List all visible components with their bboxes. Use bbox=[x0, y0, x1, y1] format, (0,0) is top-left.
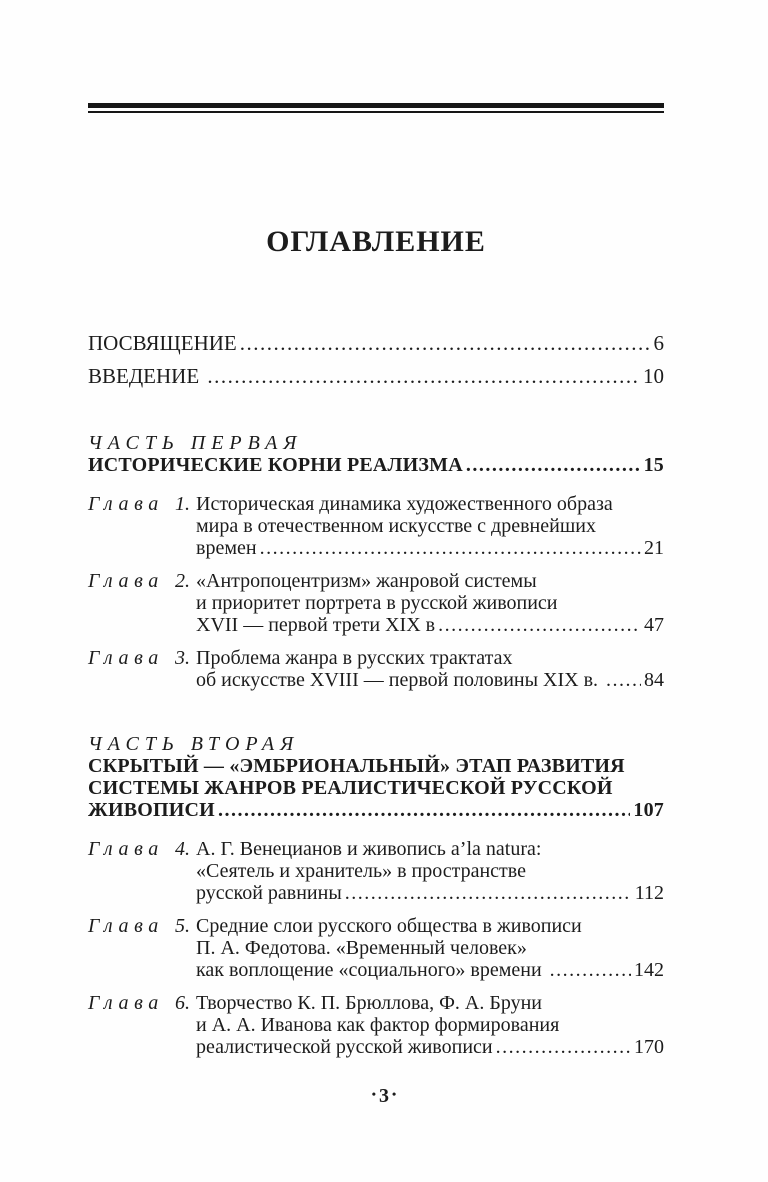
toc-chapter-6 bbox=[88, 992, 664, 1058]
chapter-title-line: «Антропоцентризм» жанровой системы bbox=[196, 570, 537, 592]
chapter-page: 84 bbox=[644, 669, 664, 691]
part-heading-line: СКРЫТЫЙ — «ЭМБРИОНАЛЬНЫЙ» ЭТАП РАЗВИТИЯ bbox=[88, 755, 625, 777]
part-heading-line bbox=[88, 454, 664, 476]
chapter-word: Глава bbox=[88, 838, 164, 860]
chapter-word: Глава bbox=[88, 493, 164, 515]
toc-chapter-2 bbox=[88, 570, 664, 636]
chapter-page: 170 bbox=[634, 1036, 664, 1058]
part-one-label: ЧАСТЬ ПЕРВАЯ bbox=[88, 432, 303, 454]
chapter-label bbox=[88, 493, 196, 559]
chapter-number: 4. bbox=[175, 838, 190, 860]
page-content bbox=[88, 103, 664, 1058]
chapter-label bbox=[88, 992, 196, 1058]
folio-page-number: 3 bbox=[379, 1085, 389, 1107]
toc-entry-page: 10 bbox=[643, 364, 664, 388]
chapter-title bbox=[196, 647, 664, 691]
chapter-title-text: русской равнины bbox=[196, 882, 342, 904]
chapter-page: 142 bbox=[634, 959, 664, 981]
chapter-title-last-line bbox=[196, 959, 664, 981]
dot-leader bbox=[606, 669, 641, 691]
chapter-title-last-line bbox=[196, 1036, 664, 1058]
chapter-title bbox=[196, 838, 664, 904]
chapter-title-last-line bbox=[196, 614, 664, 636]
chapter-title bbox=[196, 570, 664, 636]
chapter-title-line: Историческая динамика художественного образа bbox=[196, 493, 613, 515]
toc-entry-label: ПОСВЯЩЕНИЕ bbox=[88, 331, 237, 355]
toc-chapter-3 bbox=[88, 647, 664, 691]
chapter-title bbox=[196, 493, 664, 559]
chapter-title-text: XVII — первой трети XIX в bbox=[196, 614, 436, 636]
dot-leader bbox=[207, 360, 640, 393]
dot-leader bbox=[550, 959, 631, 981]
chapter-title-text: как воплощение «социального» времени bbox=[196, 959, 547, 981]
part-heading-page: 15 bbox=[643, 454, 664, 476]
chapter-title bbox=[196, 915, 664, 981]
toc-chapter-1 bbox=[88, 493, 664, 559]
chapter-page: 112 bbox=[634, 882, 664, 904]
part-two-label: ЧАСТЬ ВТОРАЯ bbox=[88, 733, 300, 755]
part-one-section bbox=[88, 432, 664, 691]
part-two-section bbox=[88, 733, 664, 1058]
chapter-title-line: П. А. Федотова. «Временный человек» bbox=[196, 937, 527, 959]
dot-leader bbox=[438, 614, 641, 636]
chapter-title-line: и приоритет портрета в русской живописи bbox=[196, 592, 558, 614]
toc-chapter-4 bbox=[88, 838, 664, 904]
chapter-title-last-line bbox=[196, 669, 664, 691]
chapter-title-line: мира в отечественном искусстве с древнейших bbox=[196, 515, 596, 537]
page-title: ОГЛАВЛЕНИЕ bbox=[266, 225, 486, 258]
toc-entry-introduction bbox=[88, 360, 664, 393]
chapter-title bbox=[196, 992, 664, 1058]
folio-left-bullet: • bbox=[371, 1087, 376, 1101]
chapter-title-line: и А. А. Иванова как фактор формирования bbox=[196, 1014, 560, 1036]
chapter-page: 47 bbox=[644, 614, 664, 636]
part-heading-last-line bbox=[88, 799, 664, 821]
toc-chapter-5 bbox=[88, 915, 664, 981]
toc-entry-page: 6 bbox=[653, 331, 664, 355]
front-matter-entries bbox=[88, 327, 664, 393]
chapter-title-line: «Сеятель и хранитель» в пространстве bbox=[196, 860, 526, 882]
chapter-number: 2. bbox=[175, 570, 190, 592]
chapter-label bbox=[88, 647, 196, 691]
toc-entry-dedication bbox=[88, 327, 664, 360]
part-heading-page: 107 bbox=[633, 799, 664, 821]
top-double-rule bbox=[88, 103, 664, 113]
chapter-label bbox=[88, 915, 196, 981]
part-heading-text: ИСТОРИЧЕСКИЕ КОРНИ РЕАЛИЗМА bbox=[88, 454, 463, 476]
chapter-word: Глава bbox=[88, 992, 164, 1014]
chapter-title-last-line bbox=[196, 882, 664, 904]
chapter-number: 6. bbox=[175, 992, 190, 1014]
chapter-label bbox=[88, 570, 196, 636]
chapter-title-line: Проблема жанра в русских трактатах bbox=[196, 647, 513, 669]
part-one-heading bbox=[88, 454, 664, 476]
chapter-title-line: А. Г. Венецианов и живопись a’la natura: bbox=[196, 838, 542, 860]
chapter-page: 21 bbox=[644, 537, 664, 559]
dot-leader bbox=[345, 882, 632, 904]
dot-leader bbox=[466, 454, 641, 476]
chapter-title-last-line bbox=[196, 537, 664, 559]
chapter-number: 1. bbox=[175, 493, 190, 515]
part-two-heading bbox=[88, 755, 664, 821]
dot-leader bbox=[218, 799, 630, 821]
chapter-title-text: об искусстве XVIII — первой половины XIX в. bbox=[196, 669, 604, 691]
chapter-word: Глава bbox=[88, 647, 164, 669]
chapter-number: 5. bbox=[175, 915, 190, 937]
dot-leader bbox=[240, 327, 651, 360]
chapter-label bbox=[88, 838, 196, 904]
chapter-word: Глава bbox=[88, 915, 164, 937]
chapter-number: 3. bbox=[175, 647, 190, 669]
part-heading-line: СИСТЕМЫ ЖАНРОВ РЕАЛИСТИЧЕСКОЙ РУССКОЙ bbox=[88, 777, 613, 799]
chapter-title-line: Средние слои русского общества в живописи bbox=[196, 915, 582, 937]
toc-entry-label: ВВЕДЕНИЕ bbox=[88, 364, 205, 388]
dot-leader bbox=[260, 537, 641, 559]
chapter-word: Глава bbox=[88, 570, 164, 592]
chapter-title-text: времен bbox=[196, 537, 257, 559]
page-folio bbox=[0, 1083, 768, 1107]
chapter-title-line: Творчество К. П. Брюллова, Ф. А. Бруни bbox=[196, 992, 542, 1014]
chapter-title-text: реалистической русской живописи bbox=[196, 1036, 493, 1058]
part-heading-text: ЖИВОПИСИ bbox=[88, 799, 215, 821]
dot-leader bbox=[496, 1036, 631, 1058]
folio-right-bullet: • bbox=[392, 1087, 397, 1101]
